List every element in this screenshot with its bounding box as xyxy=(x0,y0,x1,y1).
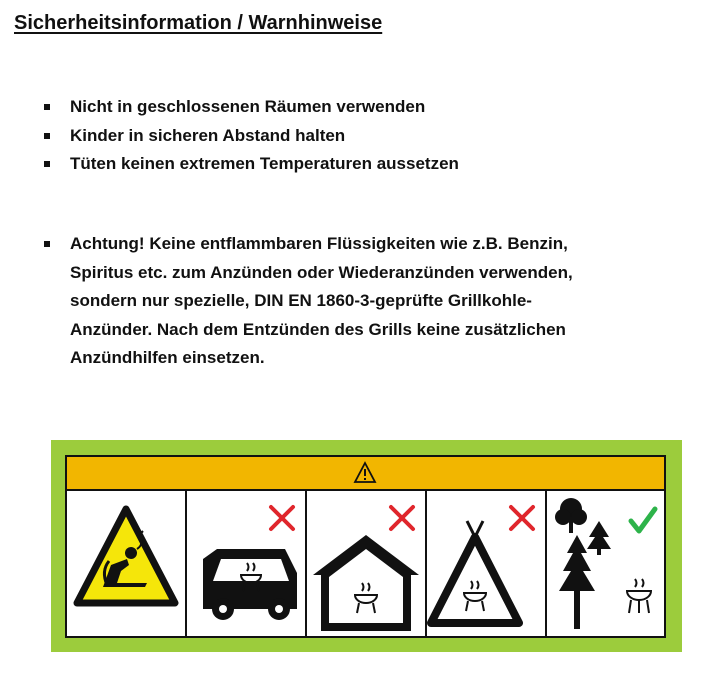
warning-triangle-small-icon xyxy=(67,457,664,489)
forbidden-x-icon xyxy=(391,507,413,529)
warning-line: Spiritus etc. zum Anzünden oder Wiederanzünden verwenden, xyxy=(70,262,573,282)
warning-line: sondern nur spezielle, DIN EN 1860-3-geprüfte Grillkohle- xyxy=(70,291,532,310)
warning-paragraph xyxy=(40,230,680,373)
bullet-item: Tüten keinen extremen Temperaturen aussetzen xyxy=(40,150,680,179)
forbidden-x-icon xyxy=(271,507,293,529)
carbon-monoxide-warning-icon xyxy=(67,491,187,636)
warning-bullet-list xyxy=(40,230,680,373)
sign-header xyxy=(67,457,664,491)
allowed-check-icon xyxy=(631,509,655,531)
warning-line: Achtung! Keine entflammbaren Flüssigkeiten wie z.B. Benzin, xyxy=(70,234,568,253)
grill-outdoors-icon xyxy=(547,491,664,636)
page-title: Sicherheitsinformation / Warnhinweise xyxy=(14,12,383,34)
safety-bullet-list xyxy=(40,93,680,179)
grill-in-house-icon xyxy=(307,491,427,636)
forbidden-x-icon xyxy=(511,507,533,529)
grill-in-vehicle-icon xyxy=(187,491,307,636)
warning-sign xyxy=(65,455,666,638)
warning-line: Anzündhilfen einsetzen. xyxy=(70,348,265,367)
pictogram-panel xyxy=(51,440,682,652)
bullet-item: Kinder in sicheren Abstand halten xyxy=(40,122,680,151)
warning-line: Anzünder. Nach dem Entzünden des Grills keine zusätzlichen xyxy=(70,319,566,339)
grill-in-tent-icon xyxy=(427,491,547,636)
bullet-item: Nicht in geschlossenen Räumen verwenden xyxy=(40,93,680,122)
